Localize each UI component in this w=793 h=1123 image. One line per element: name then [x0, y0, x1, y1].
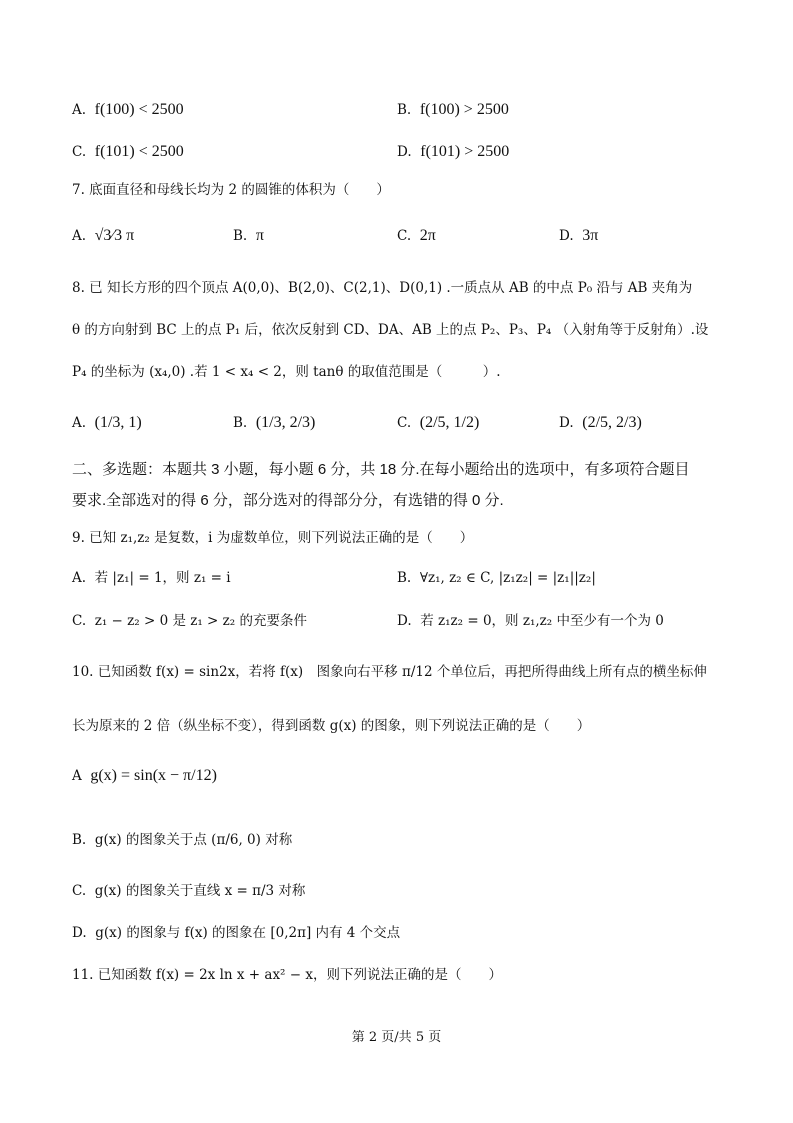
q9-stem: 9. 已知 z₁,z₂ 是复数，i 为虚数单位，则下列说法正确的是（ ） [72, 530, 474, 546]
q9-option-d-text: 若 z₁z₂ = 0，则 z₁,z₂ 中至少有一个为 0 [420, 613, 664, 629]
q8-option-a: A. (1/3, 1) [72, 414, 142, 431]
page-footer: 第 2 页/共 5 页 [351, 1030, 442, 1045]
q7-option-c: C. 2π [397, 227, 436, 244]
q8-line-1: 8. 已 知长方形的四个顶点 A(0,0)、B(2,0)、C(2,1)、D(0,1) .一质点从 AB 的中点 P₀ 沿与 AB 夹角为 [72, 280, 693, 296]
q6-option-b-text: f(100) > 2500 [419, 101, 509, 118]
q9-option-a-text: 若 |z₁| = 1，则 z₁ = i [94, 570, 231, 586]
q10-option-d: D. g(x) 的图象与 f(x) 的图象在 [0,2π] 内有 4 个交点 [72, 925, 401, 941]
q8-option-b: B. (1/3, 2/3) [233, 414, 316, 431]
q6-option-a: A. f(100) < 2500 [72, 101, 184, 118]
q9-option-b-text: ∀z₁, z₂ ∈ C, |z₁z₂| = |z₁||z₂| [419, 570, 596, 586]
q10-option-b: B. g(x) 的图象关于点 (π/6, 0) 对称 [72, 832, 293, 848]
q7-option-a-text: √3⁄3 π [94, 227, 135, 244]
q8-option-a-text: (1/3, 1) [94, 414, 142, 431]
q8-option-d-text: (2/5, 2/3) [582, 414, 642, 431]
q9-option-c: C. z₁ − z₂ > 0 是 z₁ > z₂ 的充要条件 [72, 613, 307, 629]
q8-line-2: θ 的方向射到 BC 上的点 P₁ 后，依次反射到 CD、DA、AB 上的点 P₂、P₃、P₄ （入射角等于反射角）.设 [72, 322, 709, 338]
q10-line-1: 10. 已知函数 f(x) = sin2x，若将 f(x) 图象向右平移 π/12 个单位后，再把所得曲线上所有点的横坐标伸 [72, 664, 707, 680]
q6-option-c-text: f(101) < 2500 [94, 143, 184, 160]
q8-line-3: P₄ 的坐标为 (x₄,0) .若 1 < x₄ < 2，则 tanθ 的取值范围是（ ）. [72, 364, 501, 380]
q6-option-c: C. f(101) < 2500 [72, 143, 184, 160]
q7-option-a: A. √3⁄3 π [72, 227, 135, 244]
q7-stem: 7. 底面直径和母线长均为 2 的圆锥的体积为（ ） [72, 182, 390, 198]
section-2-heading-line-2: 要求.全部选对的得 6 分，部分选对的得部分分，有选错的得 0 分. [72, 492, 504, 509]
q7-option-d-text: 3π [582, 227, 599, 244]
q7-option-b-text: π [255, 227, 264, 244]
q10-option-c-text: g(x) 的图象关于直线 x = π/3 对称 [94, 883, 306, 899]
q9-option-b: B. ∀z₁, z₂ ∈ C, |z₁z₂| = |z₁||z₂| [397, 570, 596, 586]
q9-option-a: A. 若 |z₁| = 1，则 z₁ = i [72, 570, 231, 586]
q6-option-d-text: f(101) > 2500 [420, 143, 510, 160]
q10-option-b-text: g(x) 的图象关于点 (π/6, 0) 对称 [94, 832, 293, 848]
q6-option-a-text: f(100) < 2500 [94, 101, 184, 118]
q7-option-d: D. 3π [559, 227, 599, 244]
q7-option-c-text: 2π [419, 227, 436, 244]
q8-option-d: D. (2/5, 2/3) [559, 414, 642, 431]
q8-option-b-text: (1/3, 2/3) [255, 414, 316, 431]
q9-option-c-text: z₁ − z₂ > 0 是 z₁ > z₂ 的充要条件 [94, 613, 307, 629]
q10-option-c: C. g(x) 的图象关于直线 x = π/3 对称 [72, 883, 306, 899]
q6-option-b: B. f(100) > 2500 [397, 101, 509, 118]
q7-option-b: B. π [233, 227, 264, 244]
q10-option-d-text: g(x) 的图象与 f(x) 的图象在 [0,2π] 内有 4 个交点 [95, 925, 401, 941]
q10-option-a: A g(x) = sin(x − π/12) [72, 767, 217, 784]
q11-stem: 11. 已知函数 f(x) = 2x ln x + ax² − x，则下列说法正确的是（ ） [72, 967, 502, 983]
q10-option-a-text: g(x) = sin(x − π/12) [90, 767, 217, 784]
q10-line-2: 长为原来的 2 倍（纵坐标不变），得到函数 g(x) 的图象，则下列说法正确的是（ ） [72, 718, 591, 734]
q9-option-d: D. 若 z₁z₂ = 0，则 z₁,z₂ 中至少有一个为 0 [397, 613, 664, 629]
q6-option-d: D. f(101) > 2500 [397, 143, 510, 160]
section-2-heading-line-1: 二、多选题：本题共 3 小题，每小题 6 分，共 18 分.在每小题给出的选项中，有多项符合题目 [72, 461, 690, 478]
q8-option-c-text: (2/5, 1/2) [419, 414, 480, 431]
q8-option-c: C. (2/5, 1/2) [397, 414, 480, 431]
